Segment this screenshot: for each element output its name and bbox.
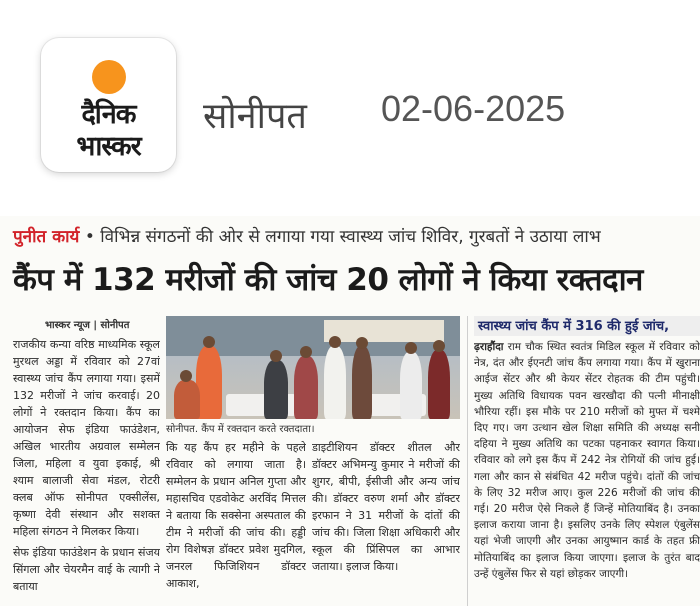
kicker-label: पुनीत कार्य [13,227,80,247]
kicker-text: • विभिन्न संगठनों की ओर से लगाया गया स्वास्थ्य जांच शिविर, गुरबतों ने उठाया लाभ [84,227,601,247]
article-column-1 [13,336,160,606]
column-1-paragraph-1: राजकीय कन्या वरिष्ठ माध्यमिक स्कूल मुरथल अड्डा में रविवार को 27वां स्वास्थ्य जांच कैंप लगाया गया। इसमें 132 मरीजों ने जांच करवाई। 20 लोगों ने रक्तदान किया। कैंप का आयोजन सेफ इंडिया फाउंडेशन, अखिल भारतीय अग्रवाल सम्मेलन जिला, महिला व युवा इकाई, श्री श्याम बालाजी सेवा मंडल, रोटरी क्लब ऑफ सोनीपत एक्सीलेंस, कृष्णा देवी संस्थान और सशक्त महिला संगठन ने मिलकर किया। [13,338,160,538]
side-story-dateline: ढ़राहौंदा [474,341,504,353]
logo-line2: भास्कर [76,131,141,162]
sun-icon [92,60,126,94]
article-photo [166,316,460,419]
side-story-body [474,339,700,606]
side-story-text: राम चौक स्थित स्वतंत्र मिडिल स्कूल में रविवार को नेत्र, दंत और ईएनटी जांच कैंप लगाया गया। कैंप में खुराना आईज सेंटर और श्री केयर सेंटर रोहतक की टीम पहुंची। मुख्य अतिथि विधायक पवन खरखौदा की पत्नी मीनाक्षी भौरिया रहीं। इस मौके पर 210 मरीजों को मुफ्त में चश्मे दिए गए। जग उत्थान खेल शिक्षा समिति की अध्यक्ष सनी दहिया ने मुख्य अतिथि का पटका पहनाकर स्वागत किया। रविवार को लगे इस कैंप में 242 नेत्र रोगियों की जांच हुई। गला और कान से संबंधित 42 मरीज पहुंचे। दांतों की जांच के लिए 32 मरीज आए। कुल 226 मरीजों की जांच की गई। 20 मरीज ऐसे निकले हैं जिन्हें मोतियाबिंद है। उनका इलाज कराया जाना है। इसलिए उनके लिए स्पेशल एंबुलेंस यहां भेजी जाएगी और उनका आयुष्मान कार्ड के तहत फ्री मोतियाबिंद का इलाज किया जाएगा। इलाज के तुरंत बाद उन्हें एंबुलेंस फिर से यहां छोड़कर जाएगी। [474,341,700,580]
photo-caption: सोनीपत. कैंप में रक्तदान करते रक्तदाता। [166,424,315,435]
side-story-headline: स्वास्थ्य जांच कैंप में 316 की हुई जांच, [474,316,700,336]
column-1-paragraph-2: सेफ इंडिया फाउंडेशन के प्रधान संजय सिंगला और चेयरमैन वाई के त्यागी ने बताया [13,546,160,593]
article-column-2: कि यह कैंप हर महीने के पहले रविवार को लगाया जाता है। सम्मेलन के प्रधान अनिल गुप्ता और महासचिव एडवोकेट अरविंद मित्तल ने बताया कि सक्सेना अस्पताल की टीम ने मरीजों की जांच की। हड्डी रोग विशेषज्ञ डॉक्टर प्रवेश मुदगिल, जनरल फिजिशियन डॉक्टर आकाश, [166,441,306,590]
article-byline: भास्कर न्यूज | सोनीपत [45,320,130,331]
article-kicker [13,224,700,247]
logo-line1: दैनिक [81,99,136,130]
edition-date: 02-06-2025 [381,88,566,129]
article-column-3: डाइटीशियन डॉक्टर शीतल और डॉक्टर अभिमन्यु कुमार ने मरीजों की शुगर, बीपी, ईसीजी और अन्य जांच की। डॉक्टर वरुण शर्मा और डॉक्टर इरफान ने 31 मरीजों के दांतों की जांच की। जिला शिक्षा अधिकारी और स्कूल की प्रिंसिपल का आभार जताया। इलाज किया। [312,441,460,573]
article-headline: कैंप में 132 मरीजों की जांच 20 लोगों ने किया रक्तदान [13,262,643,298]
city-name: सोनीपत [203,96,307,137]
dainik-bhaskar-logo [41,38,176,172]
column-divider [467,316,468,606]
